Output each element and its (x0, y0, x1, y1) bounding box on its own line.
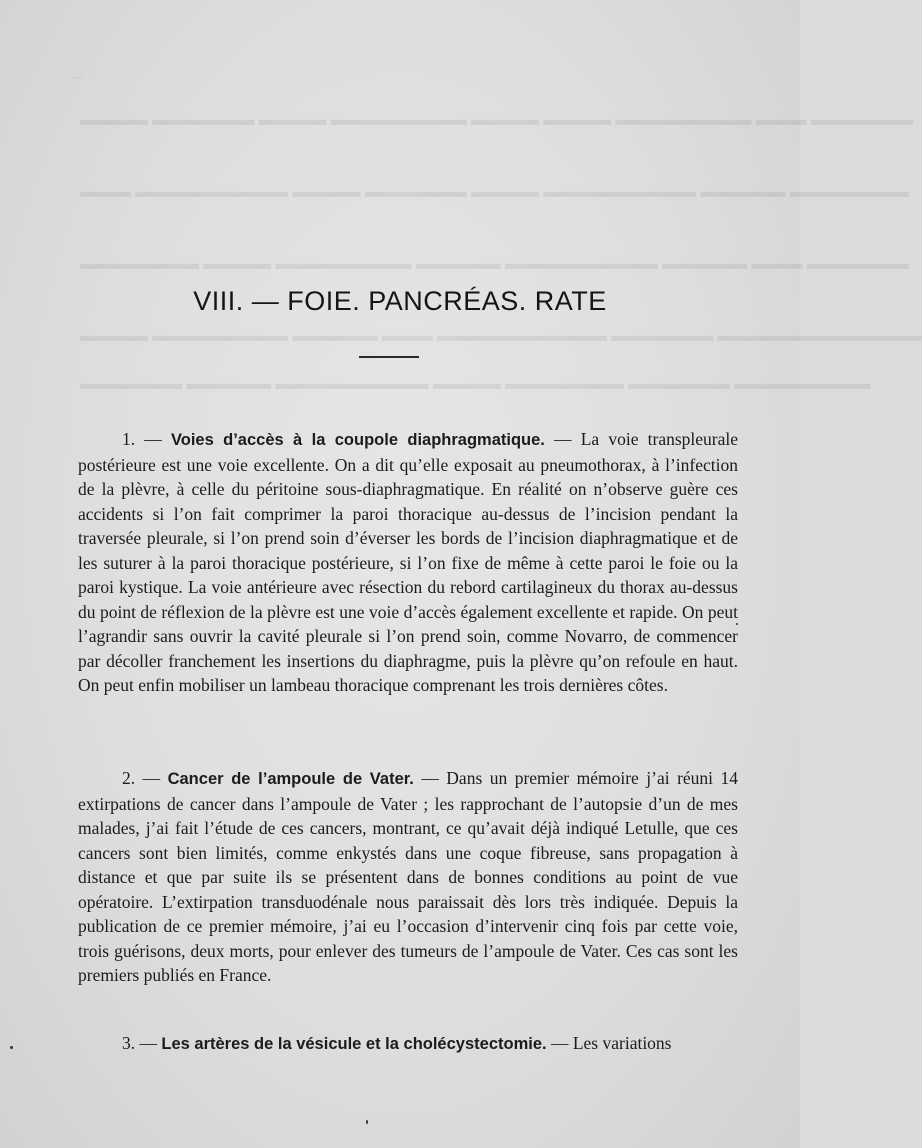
paragraph-number: 3. — (122, 1033, 157, 1053)
show-through-text: ▬▬▬ ▬▬▬▬▬▬▬▬▬ ▬▬▬▬ ▬▬▬▬▬▬ ▬▬▬▬ ▬▬▬▬▬▬▬▬▬ ▬▬▬▬▬ ▬▬▬▬▬▬▬ (80, 182, 909, 201)
paragraph-2 (78, 766, 738, 988)
paragraph-text: — La voie transpleurale postérieure est une voie excellente. On a dit qu’elle exposait au pneumothorax, à l’infection de la plèvre, à celle du péritoine sous-diaphragmatique. En réalité on n’observe guère ces accidents si l’on fait comprimer la paroi thoracique au-dessus de l’incision pendant la traversée pleurale, si l’on prend soin d’éverser les bords de l’incision diaphragmatique et de les suturer à la paroi thoracique postérieure, si l’on fixe de même à cette paroi le foie ou la paroi kystique. La voie antérieure avec résection du rebord cartilagineux du thorax au-dessus du point de réflexion de la plèvre est une voie d’accès également excellente et rapide. On peut l’agrandir sans ouvrir la cavité pleurale si l’on prend soin, comme Novarro, de commencer par décoller franchement les insertions du diaphragme, puis la plèvre qu’on refoule en haut. On peut enfin mobiliser un lambeau thoracique comprenant les trois dernières côtes. (78, 429, 739, 695)
paragraph-number: 1. — (122, 429, 162, 449)
paragraph-heading: Voies d’accès à la coupole diaphragmatique. (170, 431, 545, 449)
section-title: VIII. — FOIE. PANCRÉAS. RATE (193, 286, 607, 316)
paragraph-1 (78, 427, 738, 698)
paragraph-heading: Les artères de la vésicule et la cholécystectomie. (161, 1035, 547, 1053)
show-through-text: ▬▬▬▬ ▬▬▬▬▬▬ ▬▬▬▬ ▬▬▬▬▬▬▬▬ ▬▬▬▬ ▬▬▬▬ ▬▬▬▬▬▬▬▬ ▬▬▬ ▬▬▬▬▬▬ (80, 110, 913, 129)
show-through-page-number: — · (70, 70, 93, 85)
paragraph-number: 2. — (122, 768, 161, 788)
title-divider (359, 356, 419, 358)
paragraph-3 (78, 1031, 738, 1057)
scan-speck (366, 1120, 368, 1124)
show-through-text: ▬▬▬▬ ▬▬▬▬▬▬▬▬ ▬▬▬▬▬ ▬▬▬ ▬▬▬▬▬▬▬▬▬▬ ▬▬▬▬▬▬ ▬▬▬▬▬▬▬▬▬▬▬▬ (80, 326, 922, 345)
scan-speck (10, 1046, 13, 1049)
paragraph-text: — Dans un premier mémoire j’ai réuni 14 extirpations de cancer dans l’ampoule de Vater ; les rapprochant de l’autopsie d’un de mes malades, j’ai fait l’étude de ces cancers, montrant, ce qu’avait déjà indiqué Letulle, que ces cancers sont bien limités, comme enkystés dans une coque fibreuse, sans propagation à distance et que par suite ils se présentent dans de bonnes conditions au point de vue opératoire. L’extirpation transduodénale nous paraissait dès lors très indiquée. Depuis la publication de ce premier mémoire, j’ai eu l’occasion d’intervenir cinq fois par cette voie, trois guérisons, deux morts, pour enlever des tumeurs de l’ampoule de Vater. Ces cas sont les premiers publiés en France. (78, 768, 739, 985)
show-through-text: ▬▬▬▬▬▬ ▬▬▬▬▬ ▬▬▬▬▬▬▬▬▬ ▬▬▬▬ ▬▬▬▬▬▬▬ ▬▬▬▬▬▬ ▬▬▬▬▬▬▬▬ (80, 374, 871, 393)
scan-speck (736, 623, 738, 625)
paragraph-heading: Cancer de l’ampoule de Vater. (167, 770, 414, 788)
paragraph-text: — Les variations (546, 1033, 672, 1053)
show-through-text: ▬▬▬▬▬▬▬ ▬▬▬▬ ▬▬▬▬▬▬▬▬ ▬▬▬▬▬ ▬▬▬▬▬▬▬▬▬ ▬▬▬▬▬ ▬▬▬ ▬▬▬▬▬▬ (80, 254, 909, 273)
